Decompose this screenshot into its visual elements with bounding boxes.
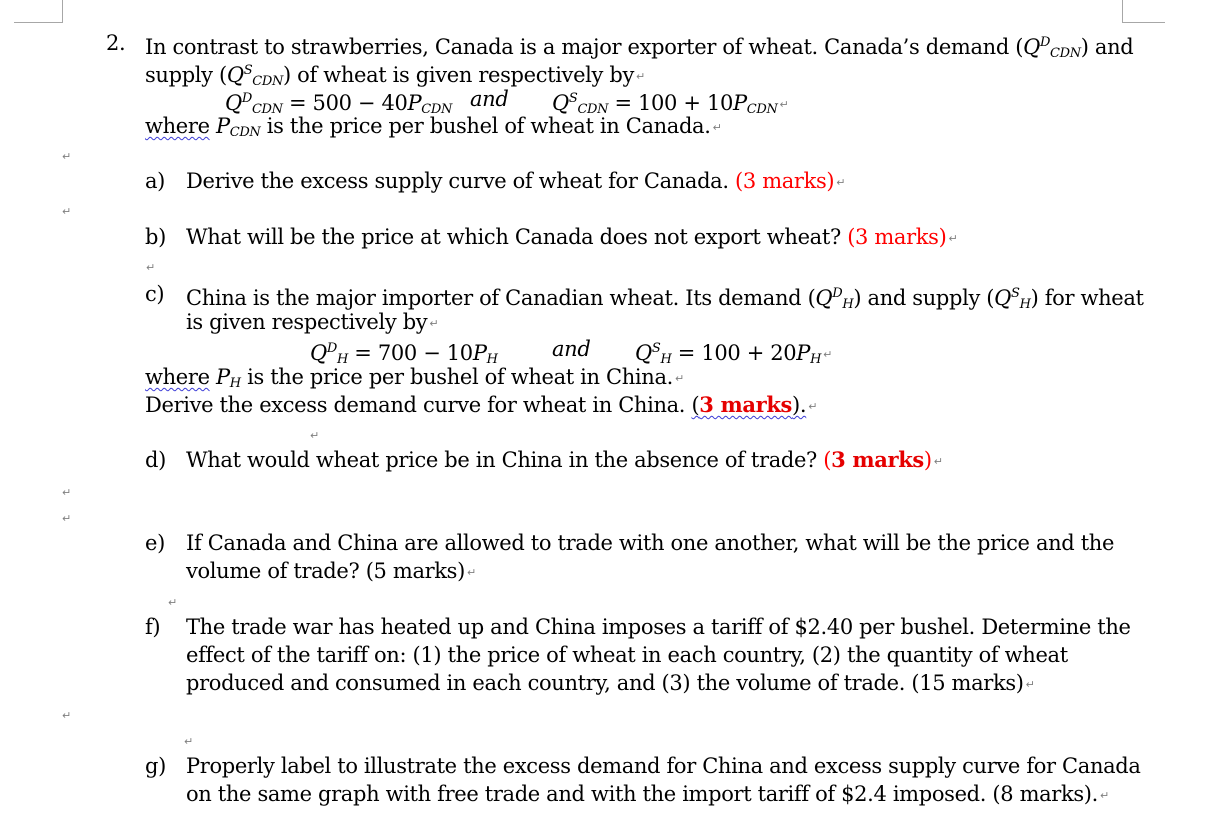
part-b-text: What will be the price at which Canada does not export wheat? (3 marks) ↵ [186,225,958,249]
question-intro-line-2: supply $(Q^S_{CDN})$ of wheat is given respectively by ↵ [145,63,645,89]
part-f-label: f) [145,615,161,639]
part-c-line-1: China is the major importer of Canadian wheat. Its demand $(Q^D_H)$ and supply $(Q^S_H)$ for wheat [186,286,1144,312]
paragraph-mark-icon: ↵ [808,400,818,413]
paragraph-mark-icon: ↵ [1025,678,1035,691]
question-intro-line-1: In contrast to strawberries, Canada is a major exporter of wheat. Canada’s demand $(Q^D_{CDN})$ and [145,35,1134,61]
paragraph-mark-icon: ↵ [779,98,789,111]
paragraph-mark-icon: ↵ [62,205,72,218]
paragraph-mark-icon: ↵ [429,317,439,330]
part-b-marks: (3 marks) [847,225,947,249]
paragraph-mark-icon: ↵ [62,150,72,163]
paragraph-mark-icon: ↵ [62,709,72,722]
part-d-text: What would wheat price be in China in the absence of trade? (3 marks) ↵ [186,447,943,472]
paragraph-mark-icon: ↵ [948,232,958,245]
part-g-label: g) [145,754,166,778]
page-corner-crop-mark-top-left [14,0,63,23]
paragraph-mark-icon: ↵ [712,121,722,134]
paragraph-mark-icon: ↵ [836,176,846,189]
part-f-line-2: effect of the tariff on: (1) the price of wheat in each country, (2) the quantity of wheat [186,643,1068,667]
paragraph-mark-icon: ↵ [310,429,320,442]
part-c-label: c) [145,282,165,306]
part-e-label: e) [145,531,165,555]
part-a-label: a) [145,169,166,193]
china-price-definition: where $P_H$ is the price per bushel of wheat in China. ↵ [145,365,684,391]
part-b-label: b) [145,225,166,249]
part-g-line-1: Properly label to illustrate the excess demand for China and excess supply curve for Canada [186,754,1141,778]
part-c-derive-line: Derive the excess demand curve for wheat in China. (3 marks). ↵ [145,392,818,417]
paragraph-mark-icon: ↵ [674,372,684,385]
paragraph-mark-icon: ↵ [168,596,178,609]
part-d-marks: 3 marks [831,447,924,472]
part-g-line-2: on the same graph with free trade and with the import tariff of $2.4 imposed. (8 marks). ↵ [186,782,1109,806]
paragraph-mark-icon: ↵ [62,486,72,499]
china-equation-and: and [552,337,591,361]
paragraph-mark-icon: ↵ [635,70,645,83]
canada-equation-and: and [470,87,509,111]
part-e-line-1: If Canada and China are allowed to trade with one another, what will be the price and the [186,531,1115,555]
paragraph-mark-icon: ↵ [1099,789,1109,802]
paragraph-mark-icon: ↵ [823,348,832,361]
question-number: 2. [106,31,126,55]
paragraph-mark-icon: ↵ [62,512,72,525]
part-c-marks: 3 marks [699,392,793,417]
paragraph-mark-icon: ↵ [466,566,476,579]
question-line-1 [106,30,125,56]
canada-demand-equation: $Q^D_{CDN} = 500 - 40P_{CDN}$ [225,91,452,117]
part-f-line-1: The trade war has heated up and China imposes a tariff of $2.40 per bushel. Determine the [186,615,1131,639]
part-d-label: d) [145,448,166,472]
part-e-line-2: volume of trade? (5 marks) ↵ [186,559,476,583]
paragraph-mark-icon: ↵ [933,455,943,468]
page-corner-crop-mark-top-right [1122,0,1165,23]
part-a-marks: (3 marks) [735,169,835,193]
canada-price-definition: where $P_{CDN}$ is the price per bushel of wheat in Canada. ↵ [145,114,722,140]
part-c-line-2: is given respectively by ↵ [186,310,439,334]
paragraph-mark-icon: ↵ [184,735,194,748]
part-f-line-3: produced and consumed in each country, and (3) the volume of trade. (15 marks) ↵ [186,671,1035,695]
china-supply-equation: $Q^S_H = 100 + 20P_H$ ↵ [635,341,832,367]
china-demand-equation: $Q^D_H = 700 - 10P_H$ [310,341,498,367]
part-a-text: Derive the excess supply curve of wheat for Canada. (3 marks) ↵ [186,169,846,193]
paragraph-mark-icon: ↵ [146,261,156,274]
canada-supply-equation: $Q^S_{CDN} = 100 + 10P_{CDN}$ ↵ [552,91,789,117]
